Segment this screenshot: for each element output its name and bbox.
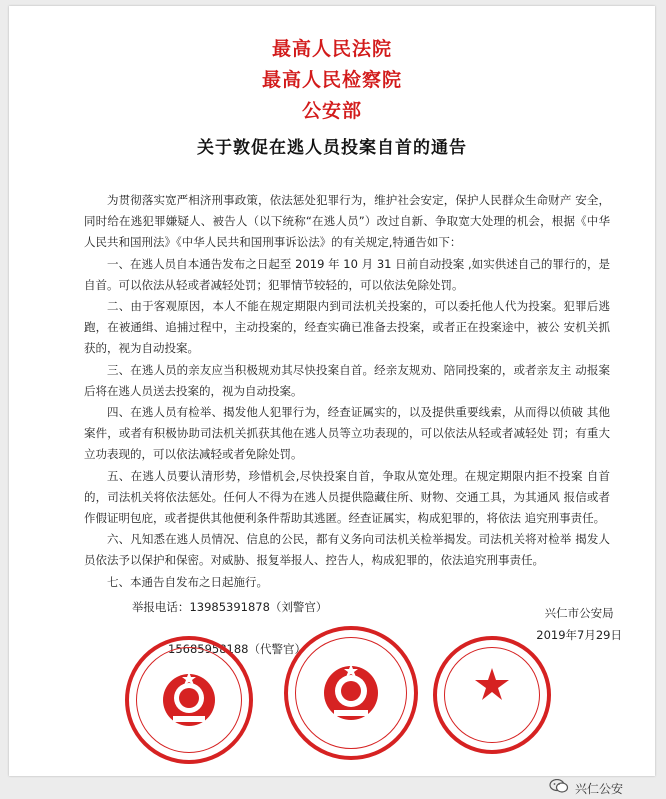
org-supreme-court: 最高人民法院 bbox=[271, 38, 392, 60]
signer-date: 2019年7月29日 bbox=[536, 628, 622, 642]
paragraph-1: 一、在逃人员自本通告发布之日起至 2019 年 10 月 31 日前自动投案 ,如实供述自己的罪行的，是自首。可以依法从轻或者减轻处罚；犯罪情节较轻的，可以依法免除处罚。 bbox=[84, 256, 610, 292]
report-phone-1: 13985391878（刘警官） bbox=[189, 600, 328, 614]
paragraph-2: 二、由于客观原因，本人不能在规定期限内到司法机关投案的，可以委托他人代为投案。犯罪后逃跑，在被通缉、追捕过程中，主动投案的，经查实确已准备去投案，或者正在投案途中，被公 安机关抓获的，视为自动投案。 bbox=[84, 299, 610, 356]
police-bureau-seal-icon bbox=[433, 636, 551, 754]
wechat-icon bbox=[549, 779, 569, 793]
document-title: 关于敦促在逃人员投案自首的通告 bbox=[197, 138, 467, 158]
paragraph-7: 七、本通告自发布之日起施行。 bbox=[107, 574, 268, 589]
court-seal-icon bbox=[125, 636, 253, 764]
org-supreme-procuratorate: 最高人民检察院 bbox=[261, 69, 402, 91]
signer-org: 兴仁市公安局 bbox=[544, 606, 614, 620]
paragraph-intro: 为贯彻落实宽严相济刑事政策，依法惩处犯罪行为，维护社会安定，保护人民群众生命财产 安全，同时给在逃犯罪嫌疑人、被告人（以下统称“在逃人员”）改过自新、争取宽大处理的机会，根据《中华人民共和国刑法》《中华人民共和国刑事诉讼法》的有关规定,特通告如下： bbox=[84, 193, 610, 250]
report-label: 举报电话： bbox=[131, 600, 190, 614]
paragraph-5: 五、在逃人员要认清形势，珍惜机会,尽快投案自首，争取从宽处理。在规定期限内拒不投案 自首的，司法机关将依法惩处。任何人不得为在逃人员提供隐藏住所、财物、交通工具，为其通风 报信或者作假证明包庇，或者提供其他便利条件帮助其逃匿。经查证属实，构成犯罪的，将依法 追究刑事责任。 bbox=[84, 468, 610, 526]
procuratorate-seal-icon bbox=[284, 626, 418, 760]
signer-block bbox=[536, 602, 622, 646]
org-public-security: 公安部 bbox=[301, 100, 362, 122]
paragraph-6: 六、凡知悉在逃人员情况、信息的公民，都有义务向司法机关检举揭发。司法机关将对检举 揭发人员依法予以保护和保密。对威胁、报复举报人、控告人，构成犯罪的，依法追究刑事责任。 bbox=[84, 532, 610, 568]
notice-document bbox=[9, 6, 655, 776]
document-header bbox=[9, 34, 655, 158]
footer-brand: 兴仁公安 bbox=[575, 782, 624, 796]
document-body bbox=[84, 190, 610, 593]
paragraph-4: 四、在逃人员有检举、揭发他人犯罪行为，经查证属实的，以及提供重要线索，从而得以侦破 其他案件，或者有积极协助司法机关抓获其他在逃人员等立功表现的，可以依法从轻或者减轻处 罚；有重大立功表现的，可以依法减轻或者免除处罚。 bbox=[84, 405, 610, 462]
report-phone-2: 15685958188（代警官） bbox=[168, 642, 306, 656]
paragraph-3: 三、在逃人员的亲友应当积极规劝其尽快投案自首。经亲友规劝、陪同投案的，或者亲友主 动报案后将在逃人员送去投案的，视为自动投案。 bbox=[84, 362, 610, 398]
